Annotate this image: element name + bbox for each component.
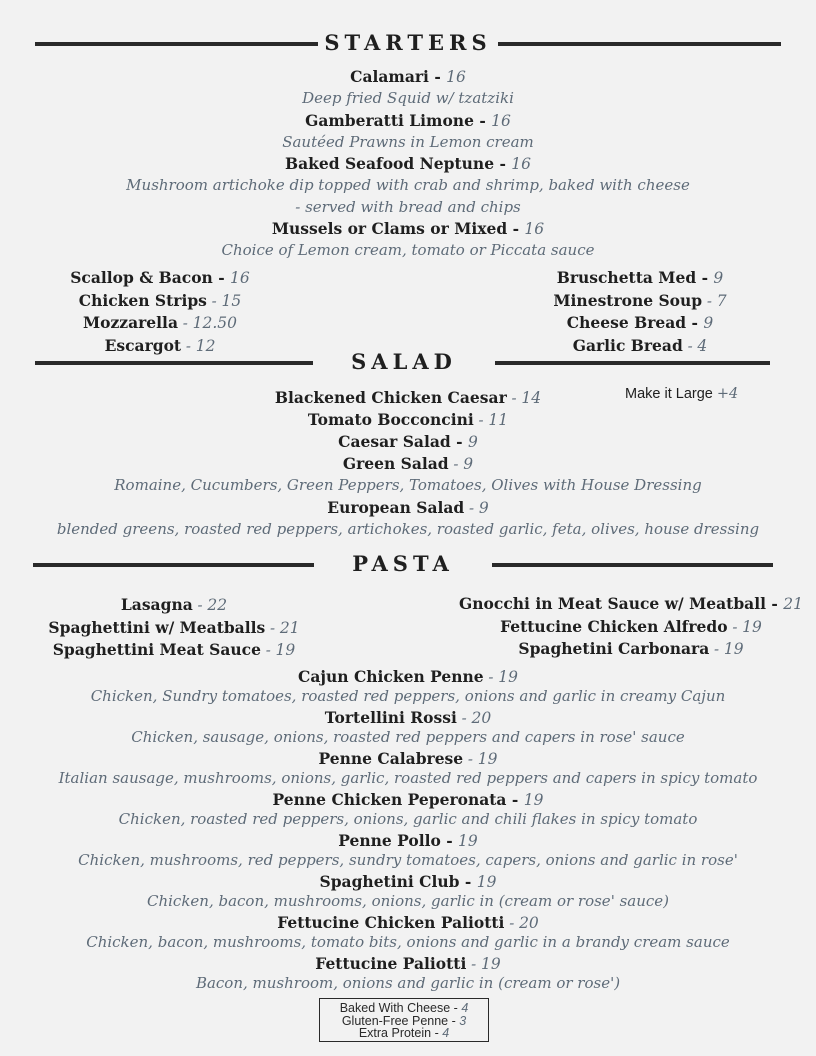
item-separator: -: [459, 872, 477, 891]
item-name: Cajun Chicken Penne: [298, 667, 484, 686]
item-name: Penne Calabrese: [318, 749, 464, 768]
item-description: blended greens, roasted red peppers, artichokes, roasted garlic, feta, olives, house dressing: [56, 520, 760, 538]
item-price: 9: [463, 455, 474, 473]
menu-item-penne-pollo: [0, 830, 816, 852]
menu-item-tomato-bocconcini: [0, 409, 816, 431]
item-name: Mozzarella: [83, 313, 178, 332]
item-name: Cheese Bread: [566, 313, 687, 332]
item-price: 21: [783, 595, 803, 613]
item-name: Spaghetini Carbonara: [518, 639, 710, 658]
menu-item-escargot: [40, 335, 280, 358]
menu-item-penne-chicken-peperonata: [0, 789, 816, 811]
item-name: Bruschetta Med: [556, 268, 697, 287]
item-separator: -: [450, 432, 468, 451]
item-name: Minestrone Soup: [553, 290, 703, 310]
item-price: 19: [523, 791, 544, 809]
item-name: Fettucine Chicken Alfredo: [500, 616, 728, 636]
item-separator: -: [494, 154, 512, 173]
item-price: 20: [519, 914, 539, 932]
item-description: Chicken, bacon, mushrooms, tomato bits, onions and garlic in a brandy cream sauce: [86, 933, 730, 951]
menu-item-fettucine-chicken-alfredo: [446, 616, 816, 639]
item-separator: -: [456, 709, 472, 727]
starters-heading: STARTERS: [324, 30, 492, 55]
item-name: Fettucine Paliotti: [315, 954, 467, 973]
extra-label: Extra Protein: [358, 1026, 432, 1040]
menu-item-green-salad: [0, 453, 816, 475]
menu-item-baked-seafood-neptune: [0, 153, 816, 175]
starters-left-column: [40, 267, 280, 357]
item-description: Mushroom artichoke dip topped with crab and shrimp, baked with cheese: [126, 176, 690, 194]
menu-item-calamari: [0, 66, 816, 88]
item-price: 16: [446, 68, 466, 86]
item-name: Blackened Chicken Caesar: [274, 388, 507, 407]
menu-item-european-salad: [0, 497, 816, 519]
item-description: Chicken, sausage, onions, roasted red peppers and capers in rose' sauce: [131, 728, 685, 746]
item-name: Gnocchi in Meat Sauce w/ Meatball: [459, 594, 766, 613]
item-separator: -: [727, 617, 743, 636]
extra-protein: [320, 1027, 488, 1040]
item-price: 9: [467, 433, 478, 451]
item-separator: -: [506, 389, 522, 407]
item-separator: -: [448, 455, 464, 473]
extra-label: Gluten-Free Penne: [341, 1013, 449, 1028]
item-name: Calamari: [350, 67, 429, 86]
item-separator: -: [265, 618, 280, 637]
extra-price: 4: [461, 1001, 469, 1015]
item-separator: -: [181, 336, 196, 355]
upsell-price: +4: [716, 386, 739, 402]
menu-item-cajun-chicken-penne: [0, 666, 816, 688]
item-name: Fettucine Chicken Paliotti: [277, 913, 505, 932]
menu-item-minestrone-soup: [510, 290, 770, 313]
item-separator: -: [702, 291, 717, 310]
item-price: 9: [713, 269, 724, 287]
item-name: Spaghetini Club: [319, 872, 460, 891]
item-description: Bacon, mushroom, onions and garlic in (cream or rose'): [195, 974, 621, 992]
menu-item-caesar-salad: [0, 431, 816, 453]
extra-price: 3: [459, 1013, 467, 1028]
item-name: Chicken Strips: [78, 290, 207, 310]
item-price: 16: [524, 220, 545, 238]
item-separator: -: [682, 336, 698, 355]
item-description: Chicken, roasted red peppers, onions, garlic and chili flakes in spicy tomato: [118, 810, 698, 828]
item-description: Deep fried Squid w/ tzatziki: [302, 89, 514, 107]
menu-item-fettucine-paliotti: [0, 953, 816, 975]
item-separator: -: [440, 831, 459, 850]
extra-separator: -: [450, 1001, 462, 1015]
item-price: 19: [476, 873, 497, 891]
item-separator: -: [506, 790, 524, 809]
item-price: 9: [478, 499, 489, 517]
menu-item-spaghettini-meatballs: [24, 617, 324, 640]
item-separator: -: [709, 640, 724, 658]
item-price: 19: [275, 641, 296, 659]
starters-rule-left: [35, 42, 318, 46]
item-name: Tomato Bocconcini: [307, 410, 474, 429]
item-price: 15: [221, 291, 242, 310]
item-name: Caesar Salad: [338, 432, 451, 451]
menu-item-mussels-clams: [0, 218, 816, 240]
item-price: 14: [521, 389, 542, 407]
menu-item-bruschetta-med: [510, 267, 770, 290]
menu-item-spaghetini-club: [0, 871, 816, 893]
menu-item-spaghettini-meat-sauce: [24, 639, 324, 662]
item-separator: -: [473, 411, 489, 429]
item-price: 4: [697, 336, 708, 355]
item-separator: -: [765, 594, 784, 613]
item-separator: -: [696, 268, 714, 287]
item-separator: -: [686, 313, 704, 332]
item-price: 19: [723, 640, 744, 658]
item-description-continued: - served with bread and chips: [295, 198, 521, 216]
menu-item-mozzarella: [40, 312, 280, 335]
item-name: Mussels or Clams or Mixed: [271, 219, 508, 238]
item-price: 16: [491, 112, 511, 130]
item-separator: -: [428, 67, 447, 86]
item-price: 19: [458, 832, 478, 850]
item-description: Chicken, bacon, mushrooms, onions, garlic in (cream or rose' sauce): [146, 892, 670, 910]
menu-item-tortellini-rossi: [0, 707, 816, 729]
pasta-rule-left: [33, 563, 314, 567]
pasta-left-column: [24, 594, 324, 662]
starters-right-column: [510, 267, 770, 357]
item-description: Chicken, mushrooms, red peppers, sundry tomatoes, capers, onions and garlic in rose': [78, 851, 738, 869]
item-separator: -: [260, 641, 276, 659]
item-name: Scallop & Bacon: [70, 268, 213, 287]
item-separator: -: [473, 111, 492, 130]
item-separator: -: [206, 291, 222, 310]
extra-price: 4: [442, 1026, 450, 1040]
item-price: 12: [195, 336, 216, 355]
item-name: Spaghettini w/ Meatballs: [48, 617, 266, 637]
item-separator: -: [464, 499, 479, 517]
menu-item-gnocchi-meat-sauce: [446, 593, 816, 616]
item-separator: -: [507, 219, 525, 238]
item-description: Choice of Lemon cream, tomato or Piccata sauce: [221, 241, 595, 259]
salad-rule-right: [495, 361, 770, 365]
menu-item-penne-calabrese: [0, 748, 816, 770]
extra-separator: -: [448, 1013, 460, 1028]
upsell-label: Make it Large: [625, 386, 717, 402]
starters-rule-right: [498, 42, 781, 46]
menu-item-fettucine-chicken-paliotti: [0, 912, 816, 934]
menu-item-garlic-bread: [510, 335, 770, 358]
item-price: 21: [279, 618, 300, 637]
salad-heading: SALAD: [351, 349, 457, 374]
extra-separator: -: [431, 1026, 443, 1040]
item-name: Green Salad: [342, 454, 449, 473]
item-name: Tortellini Rossi: [324, 708, 457, 727]
item-name: Baked Seafood Neptune: [284, 154, 495, 173]
item-price: 19: [498, 668, 518, 686]
item-separator: -: [483, 668, 499, 686]
item-price: 9: [703, 314, 714, 332]
salad-rule-left: [35, 361, 313, 365]
menu-item-chicken-strips: [40, 290, 280, 313]
item-separator: -: [192, 596, 208, 614]
extra-label: Baked With Cheese: [339, 1001, 451, 1015]
item-price: 20: [471, 709, 492, 727]
item-name: Lasagna: [120, 595, 193, 614]
menu-item-scallop-bacon: [40, 267, 280, 290]
item-name: European Salad: [327, 498, 465, 517]
item-price: 11: [488, 411, 509, 429]
item-name: Escargot: [104, 335, 182, 355]
make-it-large-note: [625, 386, 738, 402]
item-price: 22: [207, 596, 228, 614]
item-price: 19: [742, 617, 762, 636]
item-name: Gamberatti Limone: [305, 111, 474, 130]
item-description: Chicken, Sundry tomatoes, roasted red peppers, onions and garlic in creamy Cajun: [90, 687, 726, 705]
pasta-right-column: [446, 593, 816, 661]
item-price: 16: [511, 155, 532, 173]
item-name: Penne Chicken Peperonata: [272, 790, 507, 809]
item-separator: -: [463, 750, 478, 768]
menu-item-gamberatti-limone: [0, 110, 816, 132]
item-description: Italian sausage, mushrooms, onions, garlic, roasted red peppers and capers in spicy tomato: [58, 769, 758, 787]
menu-item-cheese-bread: [510, 312, 770, 335]
pasta-rule-right: [492, 563, 773, 567]
item-description: Sautéed Prawns in Lemon cream: [282, 133, 534, 151]
item-price: 12.50: [192, 314, 237, 332]
item-separator: -: [466, 955, 481, 973]
item-price: 16: [230, 269, 250, 287]
item-description: Romaine, Cucumbers, Green Peppers, Tomatoes, Olives with House Dressing: [114, 476, 702, 494]
extras-box: [319, 998, 489, 1042]
pasta-heading: PASTA: [352, 551, 454, 576]
item-name: Spaghettini Meat Sauce: [52, 640, 261, 659]
menu-item-lasagna: [24, 594, 324, 617]
item-price: 19: [480, 955, 501, 973]
item-name: Garlic Bread: [572, 335, 683, 355]
item-separator: -: [212, 268, 231, 287]
item-price: 19: [477, 750, 498, 768]
item-separator: -: [504, 914, 520, 932]
menu-item-spaghetini-carbonara: [446, 638, 816, 661]
item-price: 7: [716, 291, 727, 310]
item-name: Penne Pollo: [338, 831, 441, 850]
item-separator: -: [178, 314, 193, 332]
